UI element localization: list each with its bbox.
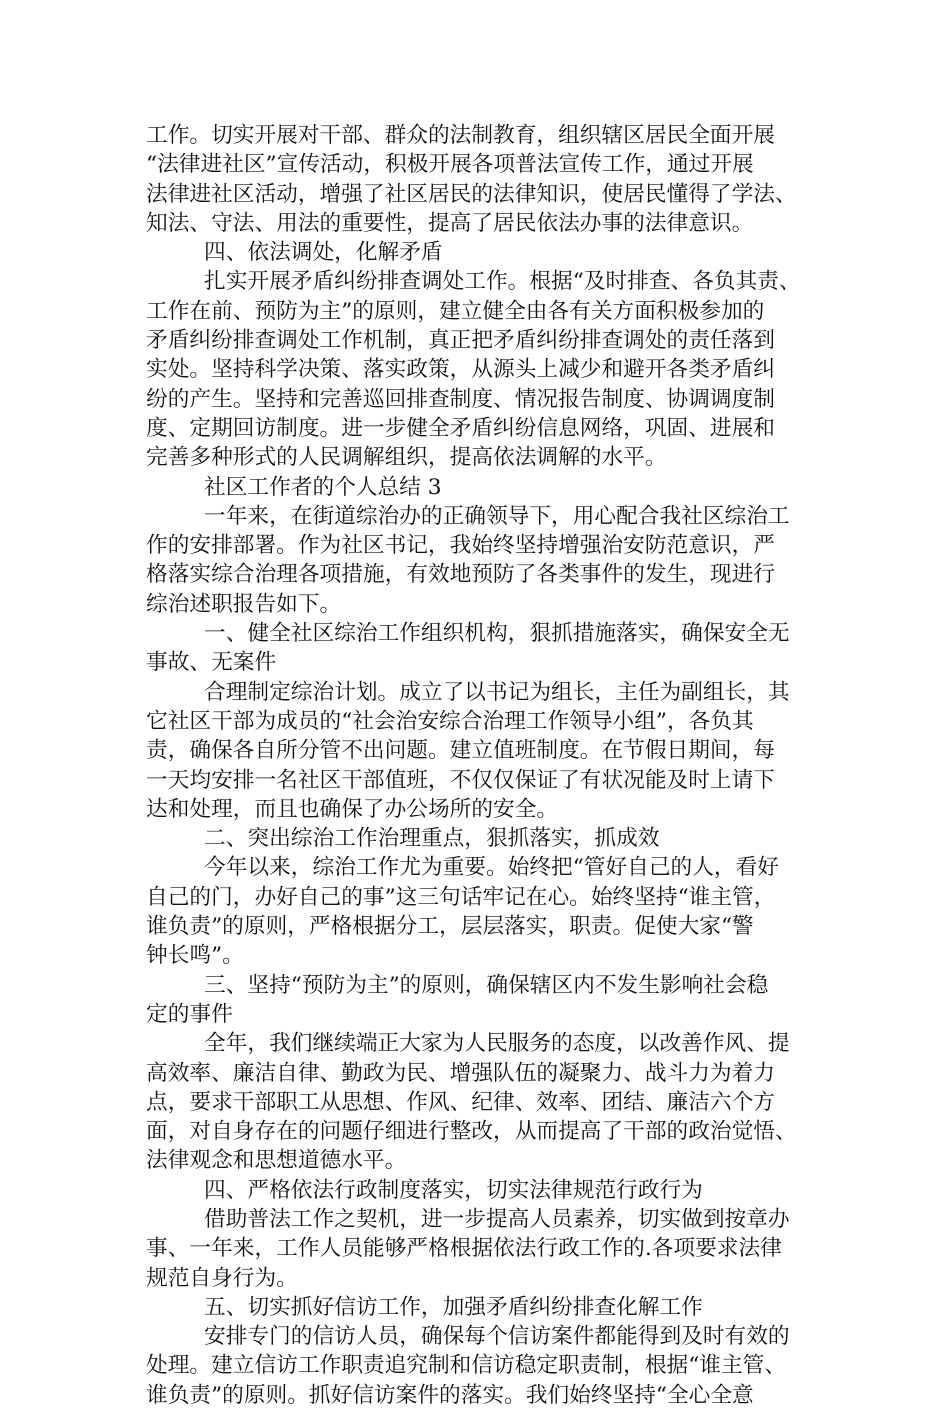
text-line: 二、突出综治工作治理重点，狠抓落实，抓成效: [204, 826, 660, 852]
text-line: 工作在前、预防为主”的原则，建立健全由各有关方面积极参加的: [146, 298, 765, 324]
text-line: 一年来，在街道综治办的正确领导下，用心配合我社区综治工: [204, 503, 790, 529]
text-line: “法律进社区”宣传活动，积极开展各项普法宣传工作，通过开展: [146, 152, 754, 178]
text-line: 知法、守法、用法的重要性，提高了居民依法办事的法律意识。: [146, 210, 754, 236]
text-line: 定的事件: [146, 1001, 233, 1027]
text-line: 五、切实抓好信访工作，加强矛盾纠纷排查化解工作: [204, 1294, 703, 1320]
text-line: 三、坚持“预防为主”的原则，确保辖区内不发生影响社会稳: [204, 972, 769, 998]
text-line: 安排专门的信访人员，确保每个信访案件都能得到及时有效的: [204, 1324, 790, 1350]
text-line: 综治述职报告如下。: [146, 591, 342, 617]
text-line: 法律观念和思想道德水平。: [146, 1148, 407, 1174]
text-line: 今年以来，综治工作尤为重要。始终把“管好自己的人，看好: [204, 855, 779, 881]
text-line: 四、严格依法行政制度落实，切实法律规范行政行为: [204, 1177, 703, 1203]
text-line: 自己的门，办好自己的事”这三句话牢记在心。始终坚持“谁主管，: [146, 884, 776, 910]
text-line: 谁负责”的原则。抓好信访案件的落实。我们始终坚持“全心全意: [146, 1382, 754, 1408]
text-line: 合理制定综治计划。成立了以书记为组长，主任为副组长，其: [204, 679, 790, 705]
text-line: 达和处理，而且也确保了办公场所的安全。: [146, 796, 559, 822]
text-line: 四、依法调处，化解矛盾: [204, 240, 443, 266]
text-line: 钟长鸣”。: [146, 943, 244, 969]
text-line: 点，要求干部职工从思想、作风、纪律、效率、团结、廉洁六个方: [146, 1089, 775, 1115]
text-line: 完善多种形式的人民调解组织，提高依法调解的水平。: [146, 445, 667, 471]
text-line: 作的安排部署。作为社区书记，我始终坚持增强治安防范意识，严: [146, 533, 775, 559]
document-body: [146, 121, 826, 1410]
text-line: 一、健全社区综治工作组织机构，狠抓措施落实，确保安全无: [204, 621, 790, 647]
text-line: 工作。切实开展对干部、群众的法制教育，组织辖区居民全面开展: [146, 123, 775, 148]
text-line: 格落实综合治理各项措施，有效地预防了各类事件的发生，现进行: [146, 562, 775, 588]
text-line: 纷的产生。坚持和完善巡回排查制度、情况报告制度、协调调度制: [146, 386, 775, 412]
text-line: 法律进社区活动，增强了社区居民的法律知识，使居民懂得了学法、: [146, 181, 797, 207]
text-line: 事、一年来，工作人员能够严格根据依法行政工作的.各项要求法律: [146, 1236, 782, 1262]
text-line: 矛盾纠纷排查调处工作机制，真正把矛盾纠纷排查调处的责任落到: [146, 328, 775, 354]
text-line: 全年，我们继续端正大家为人民服务的态度，以改善作风、提: [204, 1031, 790, 1057]
text-line: 一天均安排一名社区干部值班，不仅仅保证了有状况能及时上请下: [146, 767, 775, 793]
text-line: 借助普法工作之契机，进一步提高人员素养，切实做到按章办: [204, 1206, 790, 1232]
text-line: 度、定期回访制度。进一步健全矛盾纠纷信息网络，巩固、进展和: [146, 415, 775, 441]
text-line: 规范自身行为。: [146, 1265, 298, 1291]
text-line: 事故、无案件: [146, 650, 277, 676]
text-line: 高效率、廉洁自律、勤政为民、增强队伍的凝聚力、战斗力为着力: [146, 1060, 775, 1086]
text-line: 社区工作者的个人总结 3: [204, 474, 442, 500]
text-line: 扎实开展矛盾纠纷排查调处工作。根据“及时排查、各负其责、: [204, 269, 801, 295]
text-line: 谁负责”的原则，严格根据分工，层层落实，职责。促使大家“警: [146, 914, 754, 940]
text-line: 面，对自身存在的问题仔细进行整改，从而提高了干部的政治觉悟、: [146, 1119, 797, 1145]
text-line: 实处。坚持科学决策、落实政策，从源头上减少和避开各类矛盾纠: [146, 357, 775, 383]
text-line: 它社区干部为成员的“社会治安综合治理工作领导小组”，各负其: [146, 708, 754, 734]
text-line: 责，确保各自所分管不出问题。建立值班制度。在节假日期间，每: [146, 738, 775, 764]
text-line: 处理。建立信访工作职责追究制和信访稳定职责制，根据“谁主管、: [146, 1353, 787, 1379]
